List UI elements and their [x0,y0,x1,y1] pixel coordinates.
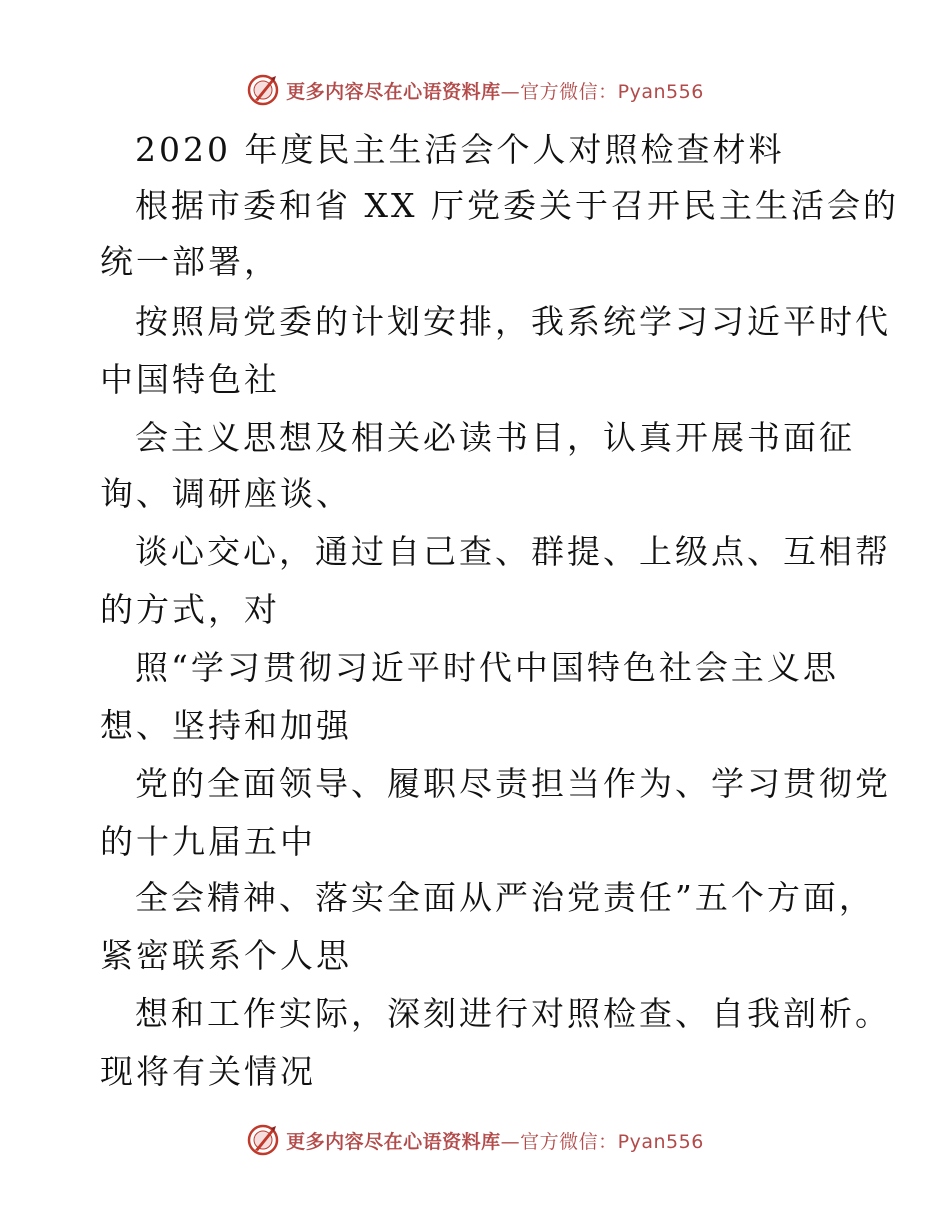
banner-contact: 官方微信：Pyan556 [520,80,704,103]
paragraph-line: 询、调研座谈、 [100,474,352,513]
paragraph-line: 谈心交心，通过自己查、群提、上级点、互相帮 [135,532,891,571]
quill-logo-icon [246,73,280,107]
paragraph-line: 的方式，对 [100,590,280,629]
paragraph-line: 中国特色社 [100,360,280,399]
paragraph-line: 想、坚持和加强 [100,706,352,745]
paragraph-line: 党的全面领导、履职尽责担当作为、学习贯彻党 [135,764,891,803]
footer-banner [0,1118,950,1162]
banner-separator: — [500,80,521,103]
document-title: 2020 年度民主生活会个人对照检查材料 [135,130,785,169]
banner-text [286,1127,704,1154]
quill-logo-icon [246,1123,280,1157]
paragraph-line: 想和工作实际，深刻进行对照检查、自我剖析。 [135,994,891,1033]
header-banner [0,68,950,112]
paragraph-line: 会主义思想及相关必读书目，认真开展书面征 [135,418,855,457]
paragraph-line: 根据市委和省 XX 厅党委关于召开民主生活会的 [135,186,899,225]
paragraph-line: 统一部署， [100,242,280,281]
paragraph-line: 紧密联系个人思 [100,936,352,975]
paragraph-line: 的十九届五中 [100,822,316,861]
paragraph-line: 现将有关情况 [100,1052,316,1091]
paragraph-line: 照“学习贯彻习近平时代中国特色社会主义思 [135,648,839,687]
banner-separator: — [500,1130,521,1153]
paragraph-line: 全会精神、落实全面从严治党责任”五个方面， [135,878,875,917]
paragraph-line: 按照局党委的计划安排，我系统学习习近平时代 [135,302,891,341]
banner-contact: 官方微信：Pyan556 [520,1130,704,1153]
banner-title: 更多内容尽在心语资料库 [286,1130,501,1153]
banner-text [286,77,704,104]
banner-title: 更多内容尽在心语资料库 [286,80,501,103]
